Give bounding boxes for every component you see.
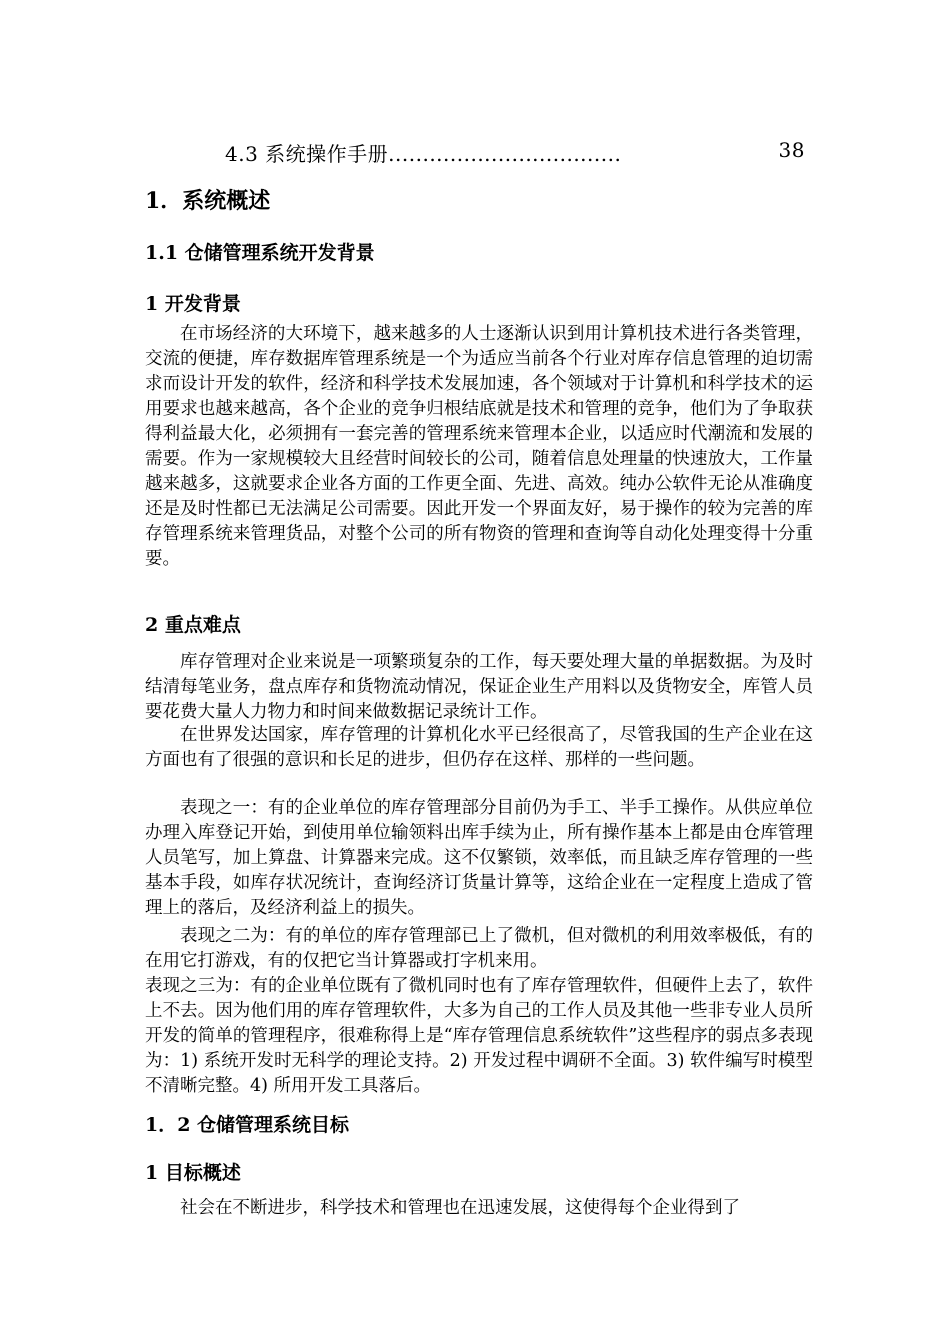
paragraph-difficulty-5: 表现之三为：有的企业单位既有了微机同时也有了库存管理软件，但硬件上去了，软件上不去。因为他们用的库存管理软件，大多为自己的工作人员及其他一些非专业人员所开发的简单的管理程序，很难称得上是“库存管理信息系统软件”这些程序的弱点多表现为：1) 系统开发时无科学的理论支持。2) 开发过程中调研不全面。3) 软件编写时模型不清晰完整。4) 所用开发工具落后。: [145, 976, 813, 1096]
section-heading-1-1: 1.1 仓储管理系统开发背景: [145, 242, 375, 264]
toc-page-number: 38: [778, 138, 805, 162]
paragraph-difficulty-3: 表现之一：有的企业单位的库存管理部分目前仍为手工、半手工操作。从供应单位办理入库登记开始，到使用单位输领料出库手续为止，所有操作基本上都是由仓库管理人员笔写，加上算盘、计算器来完成。这不仅繁锁，效率低，而且缺乏库存管理的一些基本手段，如库存状况统计，查询经济订货量计算等，这给企业在一定程度上造成了管理上的落后，及经济利益上的损失。: [145, 798, 813, 918]
toc-leader-dots: ..................................: [388, 142, 622, 166]
paragraph-goal: 社会在不断进步，科学技术和管理也在迅速发展，这使得每个企业得到了: [180, 1198, 740, 1218]
paragraph-background: 在市场经济的大环境下，越来越多的人士逐渐认识到用计算机技术进行各类管理，交流的便捷，库存数据库管理系统是一个为适应当前各个行业对库存信息管理的迫切需求而设计开发的软件，经济和科学技术发展加速，各个领域对于计算机和科学技术的运用要求也越来越高，各个企业的竞争归根结底就是技术和管理的竞争，他们为了争取获得利益最大化，必须拥有一套完善的管理系统来管理本企业，以适应时代潮流和发展的需要。作为一家规模较大且经营时间较长的公司，随着信息处理量的快速放大，工作量越来越多，这就要求企业各方面的工作更全面、先进、高效。纯办公软件无论从准确度还是及时性都已无法满足公司需要。因此开发一个界面友好，易于操作的较为完善的库存管理系统来管理货品，对整个公司的所有物资的管理和查询等自动化处理变得十分重要。: [145, 324, 813, 569]
subheading-background: 1 开发背景: [145, 293, 241, 315]
toc-entry[interactable]: [225, 138, 805, 168]
paragraph-difficulty-4: 表现之二为：有的单位的库存管理部已上了微机，但对微机的利用效率极低，有的在用它打游戏，有的仅把它当计算器或打字机来用。: [145, 926, 813, 971]
section-heading-1-2: 1．2 仓储管理系统目标: [145, 1114, 350, 1136]
toc-entry-title: 4.3 系统操作手册: [225, 142, 389, 166]
subheading-difficulty: 2 重点难点: [145, 614, 241, 636]
paragraph-difficulty-2: 在世界发达国家，库存管理的计算机化水平已经很高了，尽管我国的生产企业在这方面也有了很强的意识和长足的进步，但仍存在这样、那样的一些问题。: [145, 725, 813, 770]
paragraph-difficulty-1: 库存管理对企业来说是一项繁琐复杂的工作，每天要处理大量的单据数据。为及时结清每笔业务，盘点库存和货物流动情况，保证企业生产用料以及货物安全，库管人员要花费大量人力物力和时间来做数据记录统计工作。: [145, 652, 813, 722]
section-heading-1: 1．系统概述: [145, 188, 271, 214]
subheading-goal: 1 目标概述: [145, 1162, 241, 1184]
